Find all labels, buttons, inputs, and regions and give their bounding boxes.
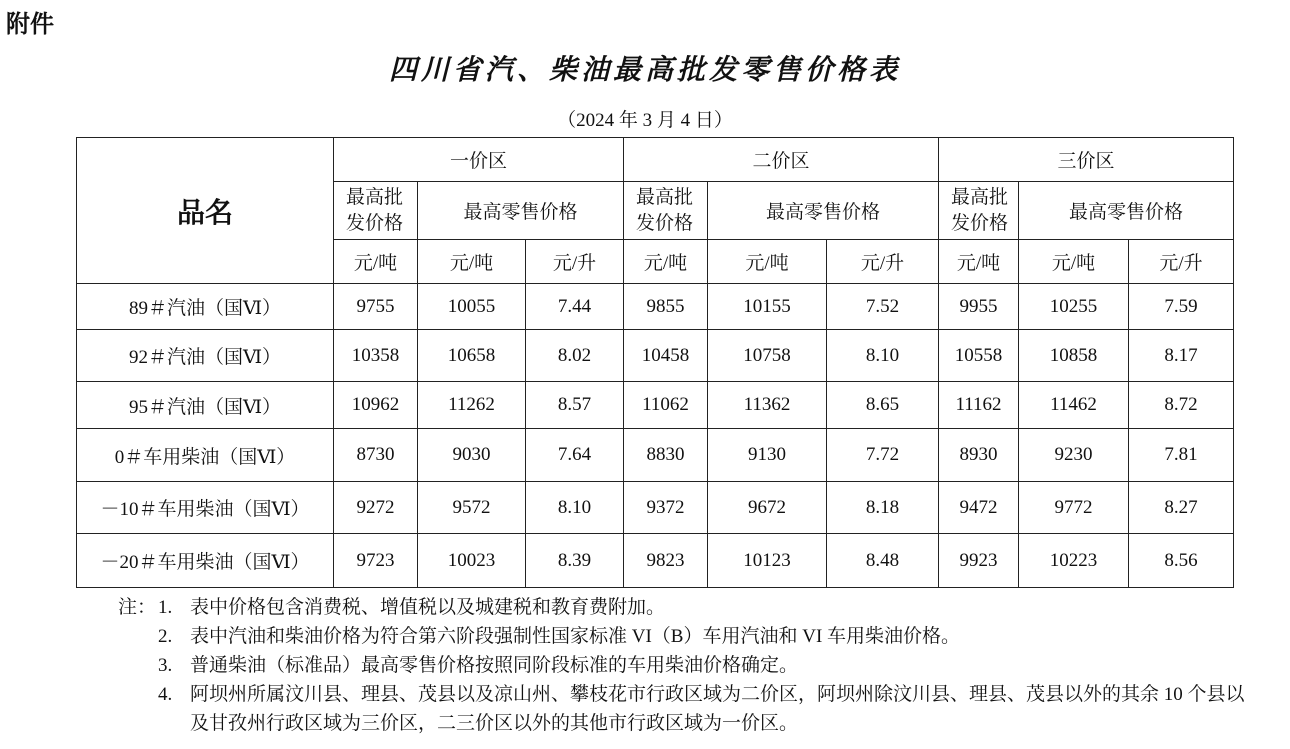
price-cell: 8.48	[827, 534, 939, 588]
price-cell: 9472	[939, 482, 1019, 534]
zone-1-header: 一价区	[334, 138, 624, 182]
price-cell: 8.02	[526, 330, 624, 382]
unit-liter: 元/升	[827, 240, 939, 284]
price-cell: 7.72	[827, 429, 939, 482]
note-item	[118, 622, 1280, 651]
price-cell: 10358	[334, 330, 418, 382]
price-cell: 9672	[708, 482, 827, 534]
note-item	[118, 680, 1280, 738]
price-cell: 7.64	[526, 429, 624, 482]
price-cell: 11262	[418, 382, 526, 429]
price-cell: 10458	[624, 330, 708, 382]
unit-ton: 元/吨	[1019, 240, 1129, 284]
price-cell: 10023	[418, 534, 526, 588]
price-cell: 8.17	[1129, 330, 1234, 382]
retail-header-zone-1: 最高零售价格	[418, 182, 624, 240]
unit-ton: 元/吨	[624, 240, 708, 284]
price-cell: 10223	[1019, 534, 1129, 588]
wholesale-header-zone-2: 最高批 发价格	[624, 182, 708, 240]
retail-header-zone-2: 最高零售价格	[708, 182, 939, 240]
price-cell: 8.39	[526, 534, 624, 588]
notes-lead: 注：	[118, 597, 157, 618]
price-cell: 10255	[1019, 284, 1129, 330]
price-table	[76, 137, 1234, 588]
price-cell: 10155	[708, 284, 827, 330]
wholesale-header-zone-1: 最高批 发价格	[334, 182, 418, 240]
price-cell: 7.44	[526, 284, 624, 330]
price-cell: 10658	[418, 330, 526, 382]
price-cell: 9955	[939, 284, 1019, 330]
note-number: 3.	[158, 655, 173, 676]
price-cell: 9130	[708, 429, 827, 482]
price-cell: 8830	[624, 429, 708, 482]
retail-header-zone-3: 最高零售价格	[1019, 182, 1234, 240]
note-item	[118, 593, 1280, 622]
price-cell: 9723	[334, 534, 418, 588]
price-cell: 7.59	[1129, 284, 1234, 330]
unit-ton: 元/吨	[418, 240, 526, 284]
price-cell: 10558	[939, 330, 1019, 382]
note-text: 表中价格包含消费税、增值税以及城建税和教育费附加。	[190, 597, 666, 618]
table-row	[77, 534, 1234, 588]
unit-ton: 元/吨	[708, 240, 827, 284]
price-cell: 8.10	[526, 482, 624, 534]
table-row	[77, 330, 1234, 382]
table-row	[77, 382, 1234, 429]
price-cell: 10858	[1019, 330, 1129, 382]
price-cell: 7.52	[827, 284, 939, 330]
price-cell: 9823	[624, 534, 708, 588]
zone-2-header: 二价区	[624, 138, 939, 182]
price-cell: 9772	[1019, 482, 1129, 534]
price-cell: 9755	[334, 284, 418, 330]
price-cell: 9030	[418, 429, 526, 482]
note-text: 阿坝州所属汶川县、理县、茂县以及凉山州、攀枝花市行政区域为二价区，阿坝州除汶川县、理县、茂县以外的其余 10 个县以及甘孜州行政区域为三价区，二三价区以外的其他市行政区域为一价区。	[190, 684, 1245, 734]
price-cell: 11462	[1019, 382, 1129, 429]
price-cell: 9923	[939, 534, 1019, 588]
price-cell: 8730	[334, 429, 418, 482]
price-cell: 10962	[334, 382, 418, 429]
price-cell: 8.72	[1129, 382, 1234, 429]
table-row	[77, 429, 1234, 482]
table-row	[77, 482, 1234, 534]
note-text: 普通柴油（标准品）最高零售价格按照同阶段标准的车用柴油价格确定。	[190, 655, 799, 676]
price-cell: 9855	[624, 284, 708, 330]
price-cell: 11362	[708, 382, 827, 429]
unit-ton: 元/吨	[939, 240, 1019, 284]
product-name: 89＃汽油（国Ⅵ）	[77, 284, 334, 330]
product-name-header: 品名	[77, 138, 334, 284]
unit-liter: 元/升	[526, 240, 624, 284]
price-cell: 8.27	[1129, 482, 1234, 534]
note-number: 1.	[158, 597, 173, 618]
price-cell: 9272	[334, 482, 418, 534]
product-name: 92＃汽油（国Ⅵ）	[77, 330, 334, 382]
price-cell: 10123	[708, 534, 827, 588]
price-cell: 8.65	[827, 382, 939, 429]
product-name: 0＃车用柴油（国Ⅵ）	[77, 429, 334, 482]
price-cell: 9372	[624, 482, 708, 534]
product-name: 95＃汽油（国Ⅵ）	[77, 382, 334, 429]
notes-section	[118, 593, 1280, 738]
attachment-label: 附件	[6, 10, 54, 38]
unit-liter: 元/升	[1129, 240, 1234, 284]
unit-ton: 元/吨	[334, 240, 418, 284]
note-number: 2.	[158, 626, 173, 647]
price-cell: 8.56	[1129, 534, 1234, 588]
product-name: －20＃车用柴油（国Ⅵ）	[77, 534, 334, 588]
price-cell: 10758	[708, 330, 827, 382]
note-number: 4.	[158, 684, 173, 705]
note-text: 表中汽油和柴油价格为符合第六阶段强制性国家标准 VI（B）车用汽油和 VI 车用柴油价格。	[190, 626, 961, 647]
product-name: －10＃车用柴油（国Ⅵ）	[77, 482, 334, 534]
date-line: （2024 年 3 月 4 日）	[557, 110, 733, 131]
price-cell: 8930	[939, 429, 1019, 482]
price-cell: 9230	[1019, 429, 1129, 482]
price-cell: 11062	[624, 382, 708, 429]
price-cell: 11162	[939, 382, 1019, 429]
page-title: 四川省汽、柴油最高批发零售价格表	[388, 53, 901, 86]
price-cell: 7.81	[1129, 429, 1234, 482]
price-cell: 8.18	[827, 482, 939, 534]
note-item	[118, 651, 1280, 680]
zone-3-header: 三价区	[939, 138, 1234, 182]
price-cell: 8.10	[827, 330, 939, 382]
price-cell: 8.57	[526, 382, 624, 429]
wholesale-header-zone-3: 最高批 发价格	[939, 182, 1019, 240]
price-cell: 10055	[418, 284, 526, 330]
price-cell: 9572	[418, 482, 526, 534]
table-row	[77, 284, 1234, 330]
